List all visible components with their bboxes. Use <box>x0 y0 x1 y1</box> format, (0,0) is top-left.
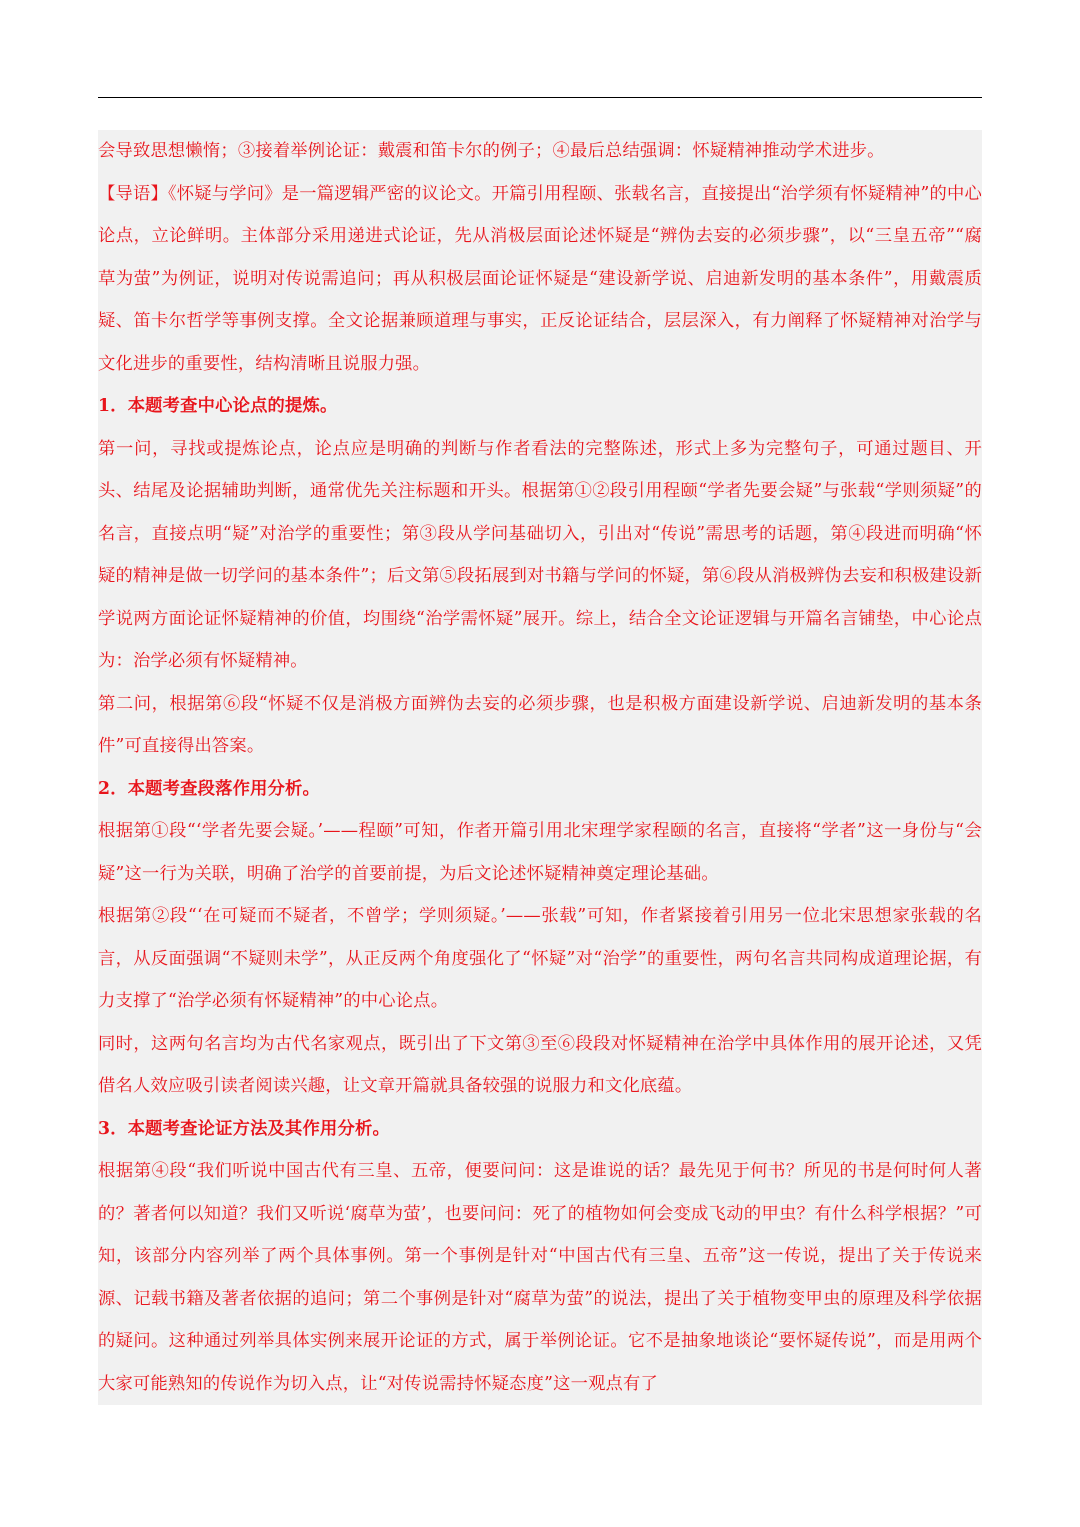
answer-analysis-block <box>98 130 982 1405</box>
question-3-heading: 3．本题考查论证方法及其作用分析。 <box>98 1118 390 1139</box>
question-2-heading: 2．本题考查段落作用分析。 <box>98 778 320 799</box>
paragraph-summary-continued: 会导致思想懒惰；③接着举例论证：戴震和笛卡尔的例子；④最后总结强调：怀疑精神推动学术进步。 <box>98 141 885 161</box>
question-2-analysis-paragraph-2: 根据第②段“‘在可疑而不疑者，不曾学；学则须疑。’——张载”可知，作者紧接着引用另一位北宋思想家张载的名言，从反面强调“不疑则未学”，从正反两个角度强化了“怀疑”对“治学”的重要性，两句名言共同构成道理论据，有力支撑了“治学必须有怀疑精神”的中心论点。 <box>98 906 982 1011</box>
question-2-analysis-paragraph-1: 根据第①段“‘学者先要会疑。’——程颐”可知，作者开篇引用北宋理学家程颐的名言，直接将“学者”这一身份与“会疑”这一行为关联，明确了治学的首要前提，为后文论述怀疑精神奠定理论基础。 <box>98 821 982 884</box>
question-1-part-1-analysis: 第一问，寻找或提炼论点，论点应是明确的判断与作者看法的完整陈述，形式上多为完整句子，可通过题目、开头、结尾及论据辅助判断，通常优先关注标题和开头。根据第①②段引用程颐“学者先要会疑”与张载“学则须疑”的名言，直接点明“疑”对治学的重要性；第③段从学问基础切入，引出对“传说”需思考的话题，第④段进而明确“怀疑的精神是做一切学问的基本条件”；后文第⑤段拓展到对书籍与学问的怀疑，第⑥段从消极辨伪去妄和积极建设新学说两方面论证怀疑精神的价值，均围绕“治学需怀疑”展开。综上，结合全文论证逻辑与开篇名言铺垫，中心论点为：治学必须有怀疑精神。 <box>98 438 982 671</box>
question-1-part-2-analysis: 第二问，根据第⑥段“怀疑不仅是消极方面辨伪去妄的必须步骤，也是积极方面建设新学说、启迪新发明的基本条件”可直接得出答案。 <box>98 693 982 756</box>
paragraph-guide-intro: 【导语】《怀疑与学问》是一篇逻辑严密的议论文。开篇引用程颐、张载名言，直接提出“治学须有怀疑精神”的中心论点，立论鲜明。主体部分采用递进式论证，先从消极层面论述怀疑是“辨伪去妄的必须步骤”，以“三皇五帝”“腐草为萤”为例证，说明对传说需追问；再从积极层面论证怀疑是“建设新学说、启迪新发明的基本条件”，用戴震质疑、笛卡尔哲学等事例支撑。全文论据兼顾道理与事实，正反论证结合，层层深入，有力阐释了怀疑精神对治学与文化进步的重要性，结构清晰且说服力强。 <box>98 183 982 374</box>
question-3-analysis: 根据第④段“我们听说中国古代有三皇、五帝，便要问问：这是谁说的话？最先见于何书？所见的书是何时何人著的？著者何以知道？我们又听说‘腐草为萤’，也要问问：死了的植物如何会变成飞动的甲虫？有什么科学根据？”可知，该部分内容列举了两个具体事例。第一个事例是针对“中国古代有三皇、五帝”这一传说，提出了关于传说来源、记载书籍及著者依据的追问；第二个事例是针对“腐草为萤”的说法，提出了关于植物变甲虫的原理及科学依据的疑问。这种通过列举具体实例来展开论证的方式，属于举例论证。它不是抽象地谈论“要怀疑传说”，而是用两个大家可能熟知的传说作为切入点，让“对传说需持怀疑态度”这一观点有了 <box>98 1161 982 1394</box>
question-1-heading: 1．本题考查中心论点的提炼。 <box>98 396 338 416</box>
header-rule <box>98 97 982 98</box>
question-2-analysis-paragraph-3: 同时，这两句名言均为古代名家观点，既引出了下文第③至⑥段段对怀疑精神在治学中具体作用的展开论述，又凭借名人效应吸引读者阅读兴趣，让文章开篇就具备较强的说服力和文化底蕴。 <box>98 1033 982 1096</box>
